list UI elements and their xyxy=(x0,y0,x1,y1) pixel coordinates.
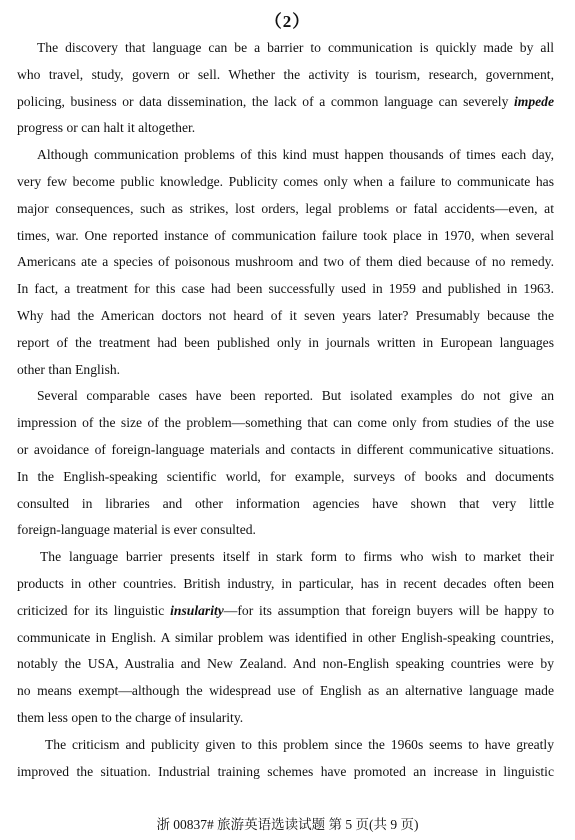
paragraph-3 xyxy=(17,383,554,544)
passage-line-with-emphasis xyxy=(17,598,554,625)
passage-line: Although communication problems of this kind must happen thousands of times each day, xyxy=(37,147,554,163)
passage-line: products in other countries. British industry, in particular, has in recent decades often been xyxy=(17,575,554,591)
passage-line: Why had the American doctors not heard of it seven years later? Presumably because the xyxy=(17,307,554,323)
passage-line: In the English-speaking scientific world, for example, surveys of books and documents xyxy=(17,468,554,484)
emphasized-word-impede: impede xyxy=(513,93,554,109)
passage-line: foreign-language material is ever consulted. xyxy=(17,522,256,538)
paragraph-5 xyxy=(17,732,554,786)
passage-line: communicate in English. A similar problem was identified in other English-speaking countries, xyxy=(17,629,554,645)
passage-line: notably the USA, Australia and New Zealand. And non-English speaking countries were by xyxy=(17,656,554,672)
passage-line: no means exempt—although the widespread use of English as an alternative language made xyxy=(17,683,554,699)
passage-line: The criticism and publicity given to this problem since the 1960s seems to have greatly xyxy=(45,736,554,752)
emphasized-word-insularity: insularity xyxy=(170,602,224,618)
passage-line: Americans ate a species of poisonous mushroom and two of them died because of no remedy. xyxy=(17,254,554,270)
passage-line: other than English. xyxy=(17,361,121,377)
passage-line: or avoidance of foreign-language materials and contacts in different communicative situations. xyxy=(17,441,554,457)
paragraph-4 xyxy=(17,544,554,732)
passage-line: improved the situation. Industrial training schemes have promoted an increase in linguistic xyxy=(17,763,554,779)
passage-line-text: policing, business or data dissemination, the lack of a common language can severely xyxy=(17,93,509,109)
passage-line: impression of the size of the problem—something that can come only from studies of the use xyxy=(17,415,554,431)
passage-line: progress or can halt it altogether. xyxy=(17,120,196,136)
passage-line: times, war. One reported instance of communication failure took place in 1970, when several xyxy=(17,227,554,243)
passage-line-with-emphasis xyxy=(17,89,554,116)
paragraph-2 xyxy=(17,142,554,383)
passage-line: who travel, study, govern or sell. Whether the activity is tourism, research, government, xyxy=(17,66,554,82)
passage-line: them less open to the charge of insularity. xyxy=(17,709,244,725)
passage-line: consulted in libraries and other information agencies have shown that very little xyxy=(17,495,554,511)
passage-line: The language barrier presents itself in stark form to firms who wish to market their xyxy=(40,549,554,565)
passage-line: very few become public knowledge. Publicity comes only when a failure to communicate has xyxy=(17,173,554,189)
passage-line: Several comparable cases have been reported. But isolated examples do not give an xyxy=(37,388,554,404)
passage xyxy=(17,35,554,785)
section-heading: （2） xyxy=(264,12,311,31)
paragraph-1 xyxy=(17,35,554,142)
passage-line: In fact, a treatment for this case had been successfully used in 1959 and published in 1963. xyxy=(17,281,554,297)
passage-line-text: criticized for its linguistic xyxy=(17,602,165,618)
passage-line: report of the treatment had been published only in journals written in European languages xyxy=(17,334,554,350)
page-footer: 浙 00837# 旅游英语选读试题 第 5 页(共 9 页) xyxy=(156,817,419,832)
passage-line: The discovery that language can be a barrier to communication is quickly made by all xyxy=(37,40,554,55)
passage-line-text: —for its assumption that foreign buyers will be happy to xyxy=(223,602,554,618)
passage-line: major consequences, such as strikes, lost orders, legal problems or fatal accidents—even, at xyxy=(17,200,554,216)
